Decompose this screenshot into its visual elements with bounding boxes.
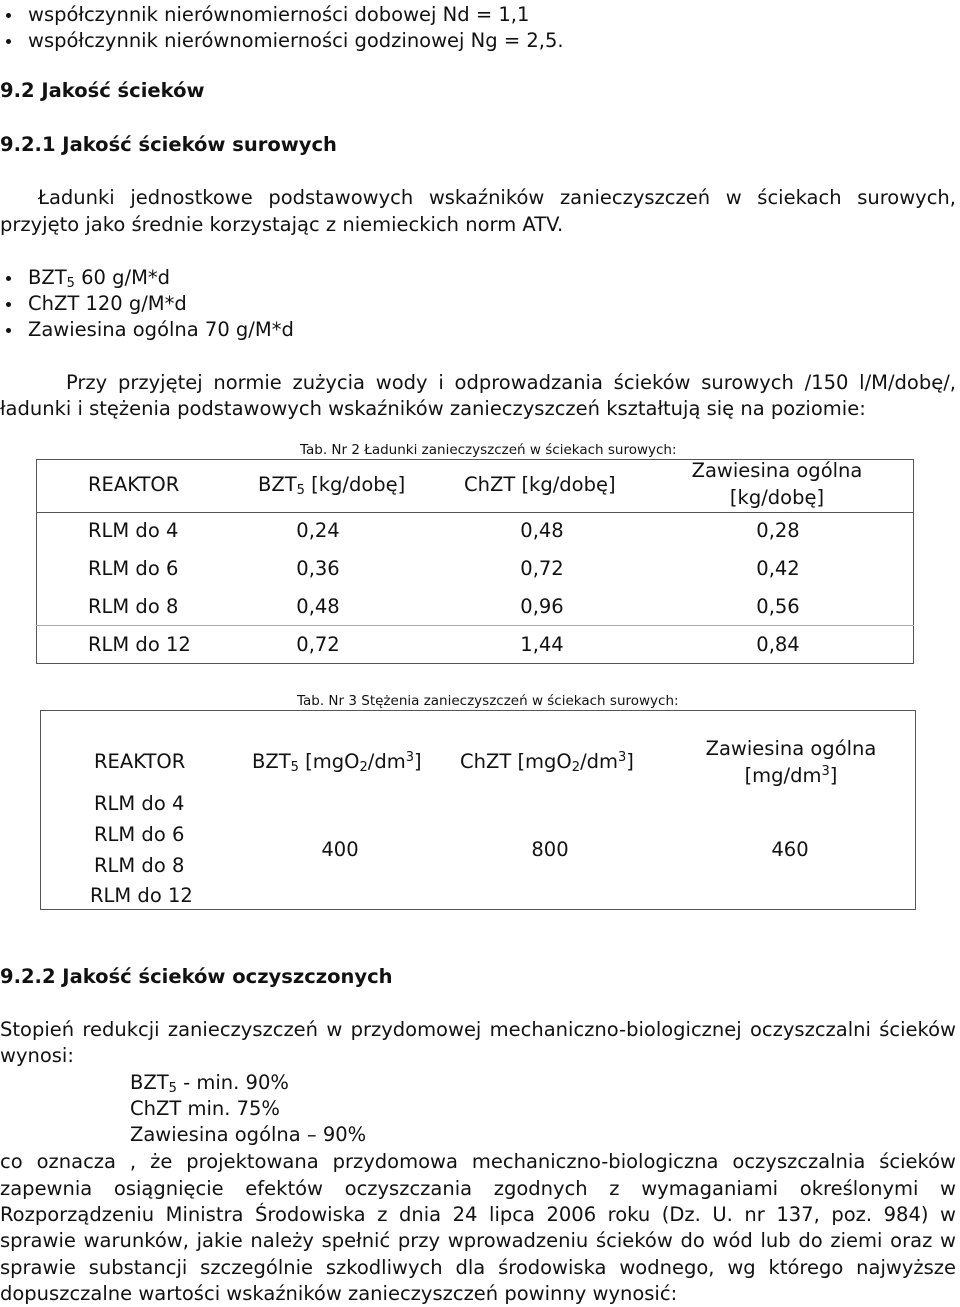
table-2-cell: 0,36 bbox=[296, 557, 340, 580]
paragraph-line: Ładunki jednostkowe podstawowych wskaźników zanieczyszczeń w ściekach surowych, bbox=[38, 186, 956, 209]
unit: [mgO bbox=[298, 750, 360, 773]
paragraph-line: dopuszczalne wartości wskaźników zanieczyszczeń powinny wynosić: bbox=[0, 1282, 678, 1305]
table-2-cell: 0,84 bbox=[756, 633, 800, 656]
paragraph-line: Przy przyjętej normie zużycia wody i odprowadzania ścieków surowych /150 l/M/dobę/, bbox=[66, 371, 956, 394]
table-3-reactor: RLM do 12 bbox=[90, 884, 193, 907]
section-heading-9-2: 9.2 Jakość ścieków bbox=[0, 79, 205, 102]
superscript: 3 bbox=[618, 750, 627, 765]
paragraph-line: zapewnia osiągnięcie efektów oczyszczania zgodnych z wymaganiami określonymi w bbox=[0, 1177, 956, 1200]
table-3-header-reaktor: REAKTOR bbox=[94, 750, 186, 773]
table-3-header-bzt5 bbox=[252, 750, 422, 774]
unit: [kg/dobę] bbox=[304, 473, 406, 496]
table-3-value-chzt: 800 bbox=[531, 838, 569, 861]
label: BZT bbox=[252, 750, 291, 773]
line: Zawiesina ogólna bbox=[691, 459, 863, 482]
table-2-row-reactor: RLM do 12 bbox=[88, 633, 191, 656]
table-2-cell: 0,48 bbox=[520, 519, 564, 542]
table-2-row-divider bbox=[36, 625, 914, 626]
table-2-cell: 0,72 bbox=[296, 633, 340, 656]
table-2-row-reactor: RLM do 4 bbox=[88, 519, 179, 542]
subscript: 2 bbox=[571, 760, 581, 775]
label: BZT bbox=[28, 266, 67, 289]
paragraph-line: wynosi: bbox=[0, 1044, 74, 1067]
line bbox=[686, 764, 896, 788]
table-2-caption: Tab. Nr 2 Ładunki zanieczyszczeń w ściekach surowych: bbox=[300, 442, 677, 458]
paragraph-line: Stopień redukcji zanieczyszczeń w przydomowej mechaniczno-biologicznej oczyszczalni ścieków bbox=[0, 1018, 956, 1041]
table-3-reactor: RLM do 8 bbox=[94, 854, 185, 877]
bullet-bzt5-load bbox=[28, 265, 170, 291]
paragraph-line: przyjęto jako średnie korzystając z niemieckich norm ATV. bbox=[0, 213, 564, 236]
table-2-cell: 0,72 bbox=[520, 557, 564, 580]
unit: ] bbox=[413, 750, 422, 773]
label: BZT bbox=[130, 1071, 169, 1094]
subscript: 5 bbox=[168, 1081, 177, 1096]
table-3-value-suspended: 460 bbox=[771, 838, 809, 861]
unit: [mg/dm bbox=[744, 764, 822, 787]
unit: ] bbox=[626, 750, 634, 773]
bullet-hourly-coefficient: współczynnik nierównomierności godzinowej Ng = 2,5. bbox=[28, 29, 564, 52]
table-2-header-reaktor: REAKTOR bbox=[88, 473, 180, 496]
reduction-bzt5 bbox=[130, 1070, 289, 1096]
table-3-value-bzt5: 400 bbox=[321, 838, 359, 861]
unit: /dm bbox=[367, 750, 406, 773]
paragraph-line: ładunki i stężenia podstawowych wskaźników zanieczyszczeń kształtują się na poziomie: bbox=[0, 397, 866, 420]
table-2-cell: 0,48 bbox=[296, 595, 340, 618]
table-2-cell: 0,56 bbox=[756, 595, 800, 618]
paragraph-line: sprawie substancji szczególnie szkodliwych dla środowiska wodnego, wg którego najwyższe bbox=[0, 1256, 956, 1279]
table-2-header-suspended bbox=[672, 459, 882, 510]
table-2-row-reactor: RLM do 6 bbox=[88, 557, 179, 580]
subscript: 2 bbox=[359, 760, 368, 775]
label: BZT bbox=[258, 473, 297, 496]
paragraph-line: sprawie warunków, jakie należy spełnić przy wprowadzeniu ścieków do wód lub do ziemi oraz w bbox=[0, 1229, 956, 1252]
table-3-reactor: RLM do 4 bbox=[94, 792, 185, 815]
reduction-chzt: ChZT min. 75% bbox=[130, 1097, 280, 1120]
value: 60 g/M*d bbox=[74, 266, 171, 289]
table-2-header-bzt5 bbox=[258, 473, 405, 497]
unit: ] bbox=[829, 764, 838, 787]
table-2-cell: 0,42 bbox=[756, 557, 800, 580]
table-2-cell: 1,44 bbox=[520, 633, 564, 656]
paragraph-line: Rozporządzeniu Ministra Środowiska z dnia 24 lipca 2006 roku (Dz. U. nr 137, poz. 984) w bbox=[0, 1203, 956, 1226]
bullet-chzt-load: ChZT 120 g/M*d bbox=[28, 292, 187, 315]
table-3-header-suspended bbox=[686, 737, 896, 788]
value: - min. 90% bbox=[176, 1071, 289, 1094]
section-heading-9-2-2: 9.2.2 Jakość ścieków oczyszczonych bbox=[0, 965, 393, 988]
subscript: 5 bbox=[296, 483, 305, 498]
subscript: 5 bbox=[66, 276, 75, 291]
superscript: 3 bbox=[821, 764, 830, 779]
table-2-cell: 0,24 bbox=[296, 519, 340, 542]
superscript: 3 bbox=[405, 750, 414, 765]
subscript: 5 bbox=[290, 760, 299, 775]
table-3-caption: Tab. Nr 3 Stężenia zanieczyszczeń w ściekach surowych: bbox=[297, 693, 679, 709]
unit: ChZT [mgO bbox=[460, 750, 572, 773]
bullet-suspended-load: Zawiesina ogólna 70 g/M*d bbox=[28, 318, 294, 341]
table-3-reactor: RLM do 6 bbox=[94, 823, 185, 846]
unit: /dm bbox=[580, 750, 619, 773]
table-2-row-reactor: RLM do 8 bbox=[88, 595, 179, 618]
table-2-header-divider bbox=[36, 512, 914, 513]
table-2-cell: 0,96 bbox=[520, 595, 564, 618]
line: [kg/dobę] bbox=[729, 486, 825, 509]
bullet-daily-coefficient: współczynnik nierównomierności dobowej Nd = 1,1 bbox=[28, 3, 530, 26]
section-heading-9-2-1: 9.2.1 Jakość ścieków surowych bbox=[0, 133, 337, 156]
reduction-suspended: Zawiesina ogólna – 90% bbox=[130, 1123, 367, 1146]
paragraph-line: co oznacza , że projektowana przydomowa mechaniczno-biologiczna oczyszczalnia ścieków bbox=[0, 1150, 956, 1173]
table-2-cell: 0,28 bbox=[756, 519, 800, 542]
line: Zawiesina ogólna bbox=[705, 737, 877, 760]
table-2-header-chzt: ChZT [kg/dobę] bbox=[464, 473, 616, 496]
table-3-header-chzt bbox=[460, 750, 634, 774]
